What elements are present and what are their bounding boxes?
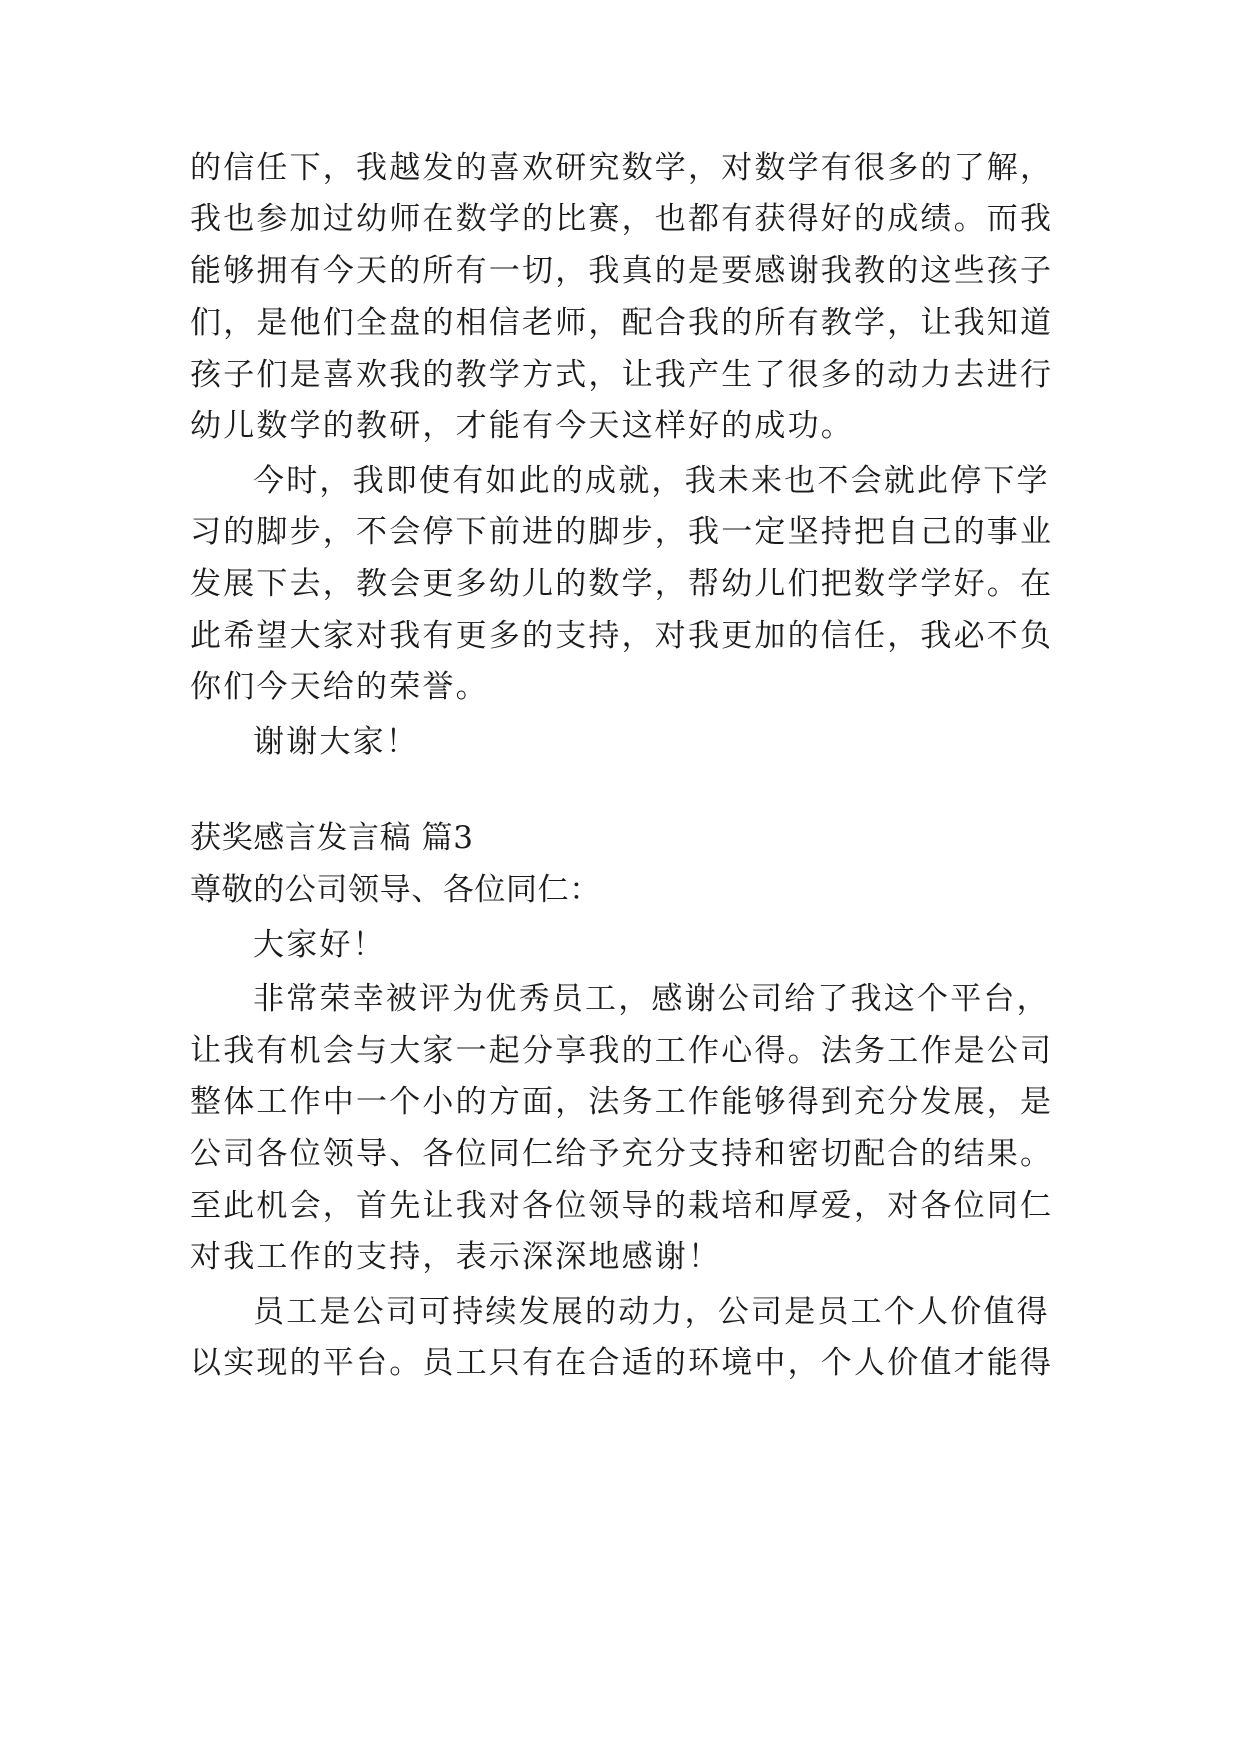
text-line: 非常荣幸被评为优秀员工，感谢公司给了我这个平台， xyxy=(253,981,1050,1017)
text-line: 的信任下，我越发的喜欢研究数学，对数学有很多的了解， xyxy=(190,150,1054,186)
text-line: 习的脚步，不会停下前进的脚步，我一定坚持把自己的事业 xyxy=(190,514,1054,550)
greeting: 大家好！ xyxy=(253,927,386,963)
text-line: 们，是他们全盘的相信老师，配合我的所有教学，让我知道 xyxy=(190,305,1054,341)
text-line: 让我有机会与大家一起分享我的工作心得。法务工作是公司 xyxy=(190,1033,1054,1069)
text-line: 今时，我即使有如此的成就，我未来也不会就此停下学 xyxy=(253,463,1050,499)
text-line: 对我工作的支持，表示深深地感谢！ xyxy=(190,1239,722,1275)
text-line: 以实现的平台。员工只有在合适的环境中，个人价值才能得 xyxy=(190,1345,1054,1381)
salutation: 尊敬的公司领导、各位同仁： xyxy=(190,872,601,908)
section-title: 获奖感言发言稿 篇3 xyxy=(190,820,474,856)
text-line: 此希望大家对我有更多的支持，对我更加的信任，我必不负 xyxy=(190,618,1054,654)
text-line: 你们今天给的荣誉。 xyxy=(190,669,489,705)
text-line: 我也参加过幼师在数学的比赛，也都有获得好的成绩。而我 xyxy=(190,201,1054,237)
text-line: 发展下去，教会更多幼儿的数学，帮幼儿们把数学学好。在 xyxy=(190,566,1054,602)
text-line: 公司各位领导、各位同仁给予充分支持和密切配合的结果。 xyxy=(190,1136,1054,1172)
text-line: 员工是公司可持续发展的动力，公司是员工个人价值得 xyxy=(253,1294,1050,1330)
text-line: 至此机会，首先让我对各位领导的栽培和厚爱，对各位同仁 xyxy=(190,1188,1054,1224)
closing-line: 谢谢大家！ xyxy=(253,724,419,760)
text-line: 整体工作中一个小的方面，法务工作能够得到充分发展，是 xyxy=(190,1084,1054,1120)
text-line: 孩子们是喜欢我的教学方式，让我产生了很多的动力去进行 xyxy=(190,357,1054,393)
text-line: 幼儿数学的教研，才能有今天这样好的成功。 xyxy=(190,408,854,444)
text-line: 能够拥有今天的所有一切，我真的是要感谢我教的这些孩子 xyxy=(190,253,1054,289)
